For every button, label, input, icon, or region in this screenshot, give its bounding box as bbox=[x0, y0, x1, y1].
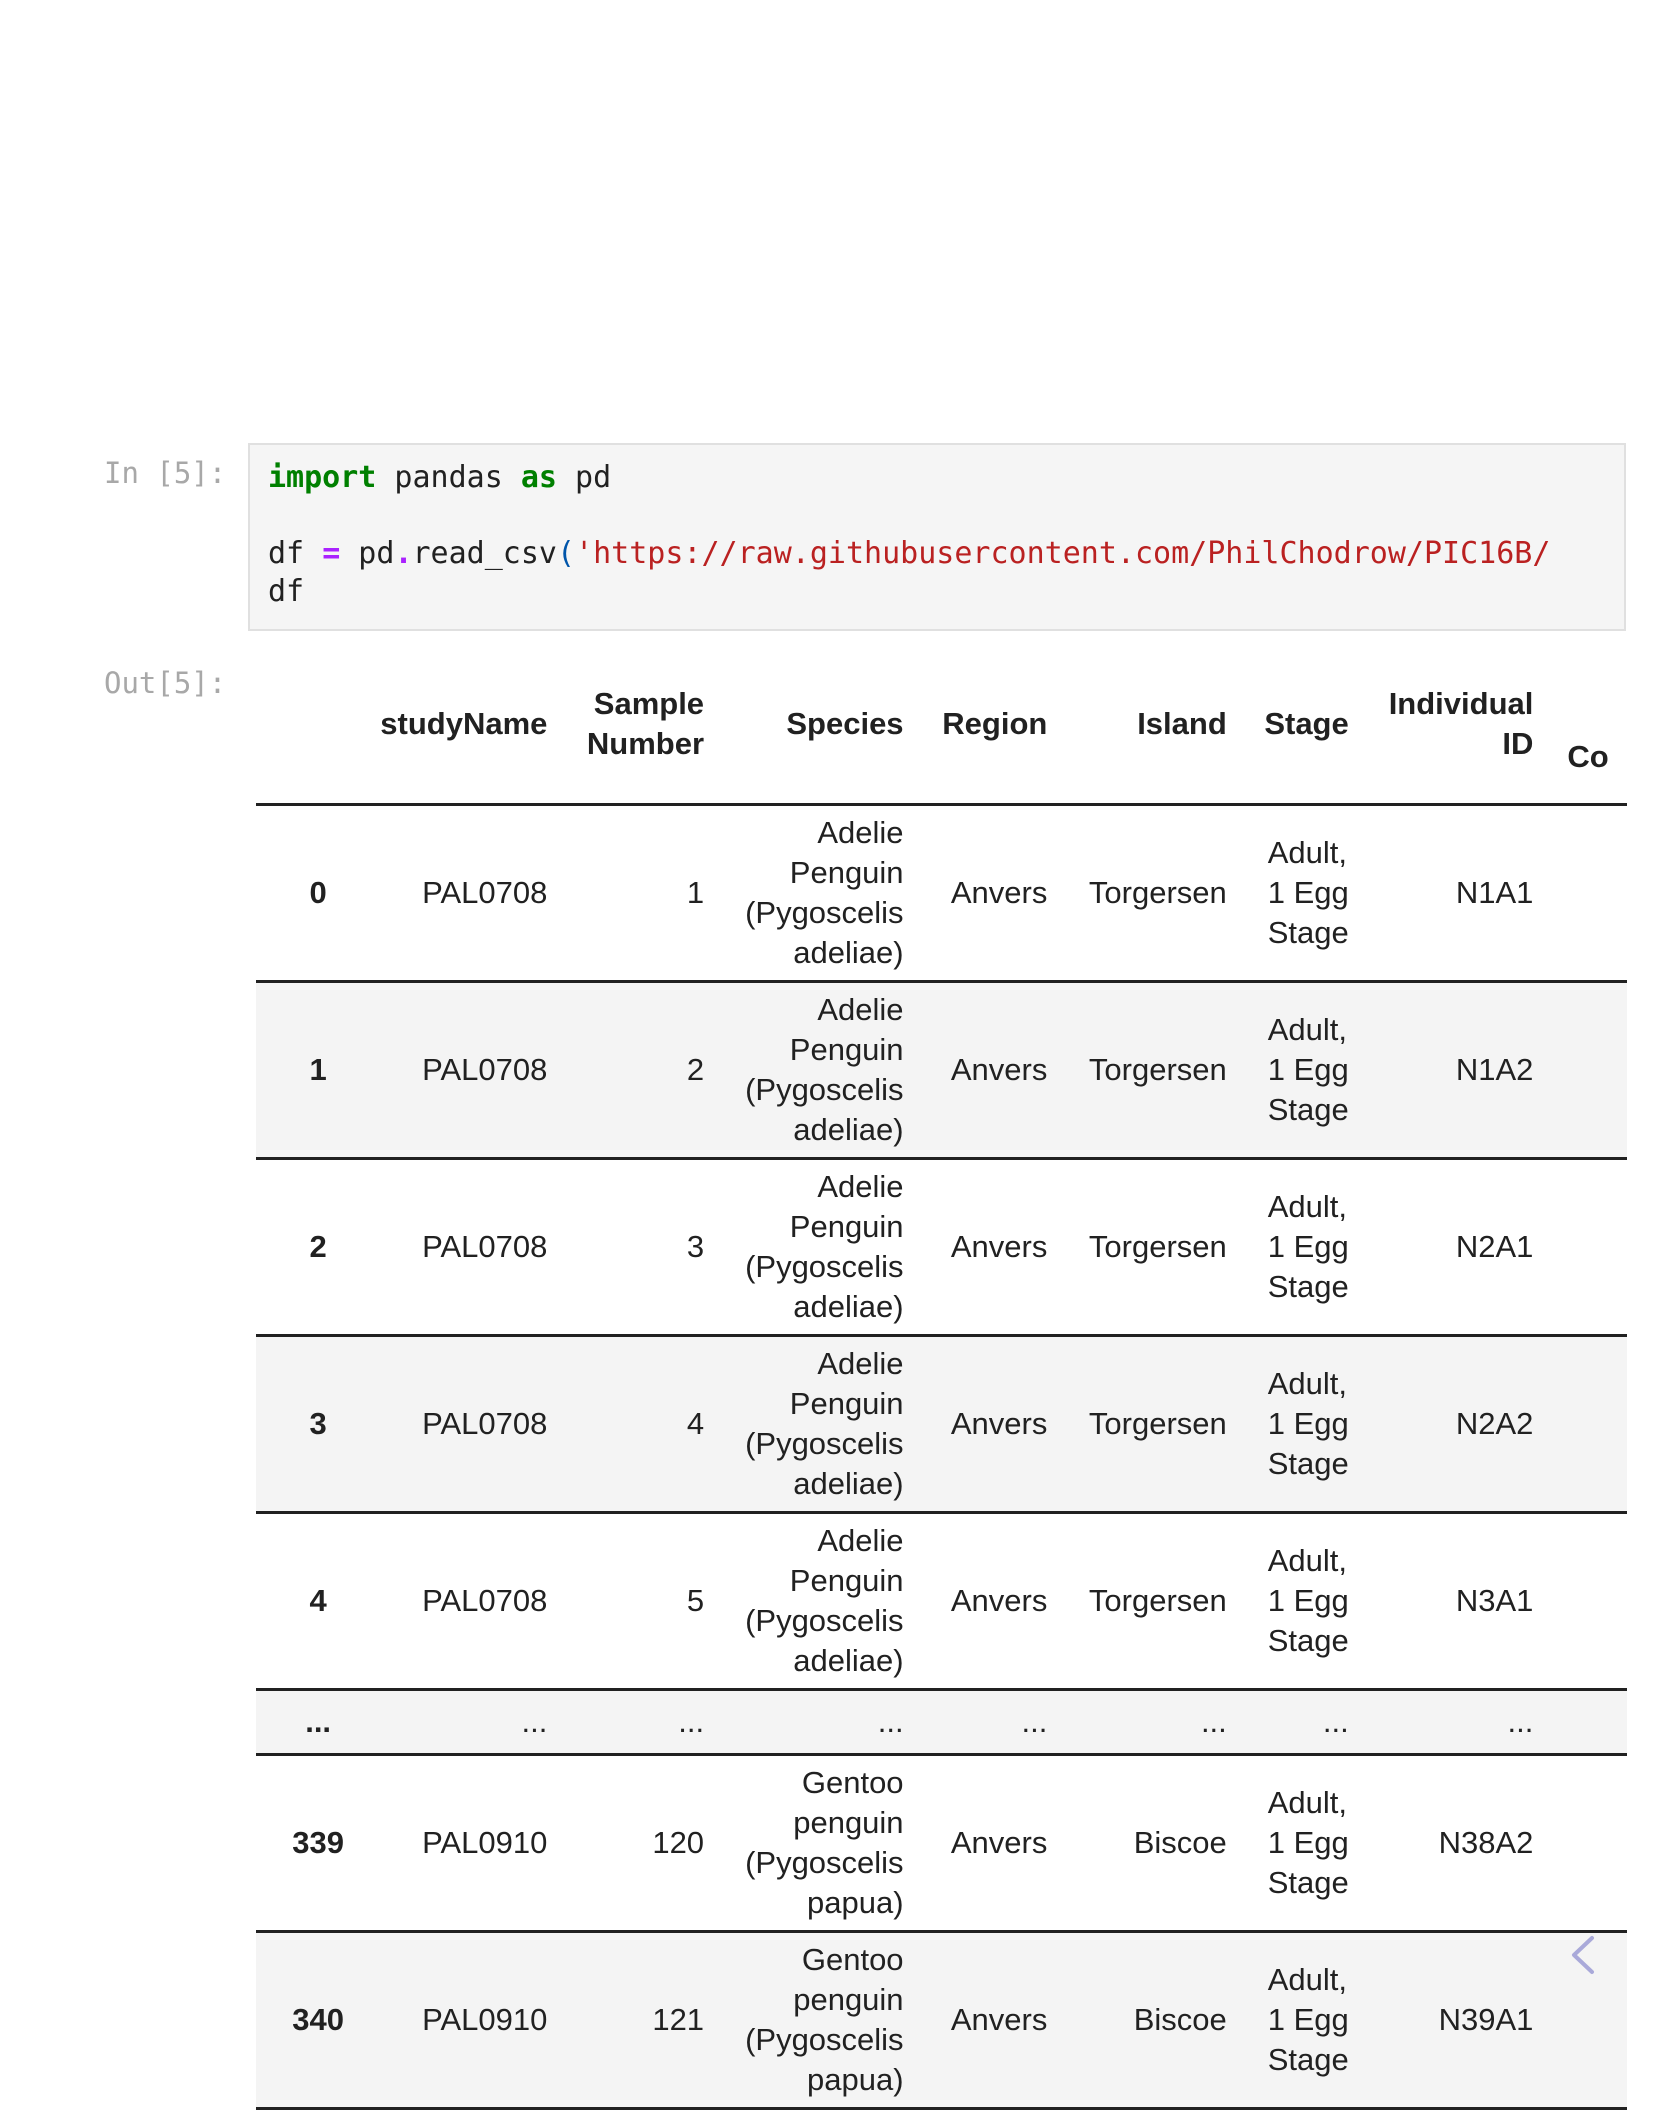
stage-line: Stage bbox=[1267, 1865, 1349, 1900]
stage-line: Stage bbox=[1267, 1269, 1349, 1304]
cell-individual-id: N2A2 bbox=[1349, 1336, 1534, 1513]
dataframe-table bbox=[256, 645, 1627, 2110]
row-index: 1 bbox=[256, 982, 380, 1159]
chevron-left-icon[interactable] bbox=[1568, 1934, 1598, 1976]
cell-individual-id: N2A1 bbox=[1349, 1159, 1534, 1336]
function-name: read_csv bbox=[412, 536, 557, 571]
stage-line: 1 Egg bbox=[1267, 2002, 1349, 2037]
cell-individual-id: N1A2 bbox=[1349, 982, 1534, 1159]
table-row bbox=[256, 1932, 1627, 2109]
row-index: ... bbox=[256, 1690, 380, 1755]
species-line: Adelie bbox=[817, 1523, 904, 1558]
row-index: 2 bbox=[256, 1159, 380, 1336]
cell-studyname: PAL0910 bbox=[380, 1755, 547, 1932]
species-line: Adelie bbox=[817, 992, 904, 1027]
cell-species bbox=[704, 1159, 904, 1336]
row-index: 3 bbox=[256, 1336, 380, 1513]
header-index bbox=[256, 645, 380, 805]
table-row bbox=[256, 805, 1627, 982]
line-3 bbox=[268, 536, 1550, 571]
species-line: adeliae) bbox=[793, 1289, 904, 1324]
line-1 bbox=[268, 460, 611, 495]
cell-species bbox=[704, 805, 904, 982]
stage-text bbox=[1268, 1960, 1349, 2080]
species-line: Adelie bbox=[817, 1169, 904, 1204]
cell-studyname: PAL0708 bbox=[380, 805, 547, 982]
code-text[interactable] bbox=[268, 459, 1550, 611]
cell-stage bbox=[1227, 1159, 1349, 1336]
cell-studyname: PAL0910 bbox=[380, 1932, 547, 2109]
ellipsis-row bbox=[256, 1690, 1627, 1755]
species-line: penguin bbox=[793, 1805, 904, 1840]
header-line: Sample bbox=[593, 686, 705, 721]
call-object: pd bbox=[340, 536, 395, 571]
stage-line: Stage bbox=[1267, 1092, 1349, 1127]
cell-stage bbox=[1227, 1690, 1349, 1755]
stage-line: 1 Egg bbox=[1267, 1825, 1349, 1860]
cell-truncated bbox=[1533, 805, 1627, 982]
cell-region: Anvers bbox=[904, 1159, 1048, 1336]
cell-stage bbox=[1227, 1336, 1349, 1513]
species-line: (Pygoscelis bbox=[745, 1426, 904, 1461]
cell-region: Anvers bbox=[904, 982, 1048, 1159]
cell-region: Anvers bbox=[904, 1932, 1048, 2109]
cell-studyname: PAL0708 bbox=[380, 1159, 547, 1336]
stage-line: Stage bbox=[1267, 1446, 1349, 1481]
species-line: (Pygoscelis bbox=[745, 1845, 904, 1880]
header-line: Individual bbox=[1388, 686, 1534, 721]
alias: pd bbox=[557, 460, 612, 495]
row-index: 339 bbox=[256, 1755, 380, 1932]
header-row bbox=[256, 645, 1627, 805]
species-line: Adelie bbox=[817, 1346, 904, 1381]
header-studyname: studyName bbox=[380, 645, 547, 805]
row-index: 0 bbox=[256, 805, 380, 982]
species-line: Penguin bbox=[789, 1032, 904, 1067]
stage-line: 1 Egg bbox=[1267, 1229, 1349, 1264]
header-region: Region bbox=[904, 645, 1048, 805]
cell-sample-number: ... bbox=[547, 1690, 704, 1755]
species-line: ... bbox=[877, 1704, 904, 1739]
header-island: Island bbox=[1047, 645, 1226, 805]
cell-island: ... bbox=[1047, 1690, 1226, 1755]
cell-stage bbox=[1227, 1932, 1349, 2109]
cell-island: Torgersen bbox=[1047, 1513, 1226, 1690]
stage-text bbox=[1268, 1187, 1349, 1307]
stage-line: Stage bbox=[1267, 1623, 1349, 1658]
cell-stage bbox=[1227, 1513, 1349, 1690]
output-prompt: Out[5]: bbox=[104, 666, 227, 700]
cell-species bbox=[704, 1513, 904, 1690]
cell-sample-number: 3 bbox=[547, 1159, 704, 1336]
dataframe-output[interactable] bbox=[256, 645, 1627, 2097]
cell-region: Anvers bbox=[904, 805, 1048, 982]
module-name: pandas bbox=[376, 460, 521, 495]
cell-species bbox=[704, 1932, 904, 2109]
cell-sample-number: 2 bbox=[547, 982, 704, 1159]
cell-sample-number: 4 bbox=[547, 1336, 704, 1513]
species-line: (Pygoscelis bbox=[745, 1072, 904, 1107]
stage-line: ... bbox=[1322, 1704, 1349, 1739]
table-row bbox=[256, 1336, 1627, 1513]
cell-island: Biscoe bbox=[1047, 1755, 1226, 1932]
table-row bbox=[256, 982, 1627, 1159]
header-species: Species bbox=[704, 645, 904, 805]
cell-individual-id: N3A1 bbox=[1349, 1513, 1534, 1690]
header-sample-number bbox=[547, 645, 704, 805]
cell-region: Anvers bbox=[904, 1755, 1048, 1932]
species-line: (Pygoscelis bbox=[745, 1603, 904, 1638]
cell-region: ... bbox=[904, 1690, 1048, 1755]
species-line: penguin bbox=[793, 1982, 904, 2017]
operator-assign: = bbox=[322, 536, 341, 571]
header-truncated-column: Co bbox=[1533, 645, 1627, 805]
cell-individual-id: ... bbox=[1349, 1690, 1534, 1755]
cell-studyname: PAL0708 bbox=[380, 1513, 547, 1690]
cell-truncated bbox=[1533, 1336, 1627, 1513]
cell-truncated bbox=[1533, 1690, 1627, 1755]
stage-line: 1 Egg bbox=[1267, 1583, 1349, 1618]
cell-sample-number: 5 bbox=[547, 1513, 704, 1690]
cell-sample-number: 120 bbox=[547, 1755, 704, 1932]
table-row bbox=[256, 1755, 1627, 1932]
header-line: Number bbox=[586, 726, 705, 761]
cell-region: Anvers bbox=[904, 1336, 1048, 1513]
stage-line: Adult, bbox=[1267, 1012, 1347, 1047]
cell-stage bbox=[1227, 1755, 1349, 1932]
row-index: 4 bbox=[256, 1513, 380, 1690]
cell-region: Anvers bbox=[904, 1513, 1048, 1690]
species-line: adeliae) bbox=[793, 1466, 904, 1501]
species-line: Penguin bbox=[789, 1209, 904, 1244]
cell-island: Torgersen bbox=[1047, 805, 1226, 982]
species-line: adeliae) bbox=[793, 1112, 904, 1147]
stage-text bbox=[1268, 833, 1349, 953]
keyword-as: as bbox=[520, 460, 557, 495]
stage-line: Adult, bbox=[1267, 1785, 1347, 1820]
cell-stage bbox=[1227, 982, 1349, 1159]
var-df: df bbox=[268, 536, 323, 571]
species-line: Penguin bbox=[789, 1386, 904, 1421]
line-4: df bbox=[268, 574, 305, 609]
cell-sample-number: 121 bbox=[547, 1932, 704, 2109]
cell-studyname: PAL0708 bbox=[380, 982, 547, 1159]
species-line: Adelie bbox=[817, 815, 904, 850]
species-line: Penguin bbox=[789, 1563, 904, 1598]
species-line: (Pygoscelis bbox=[745, 1249, 904, 1284]
cell-truncated bbox=[1533, 1755, 1627, 1932]
input-prompt: In [5]: bbox=[104, 456, 227, 490]
cell-species bbox=[704, 982, 904, 1159]
cell-stage bbox=[1227, 805, 1349, 982]
cell-truncated bbox=[1533, 1159, 1627, 1336]
stage-line: Adult, bbox=[1267, 1962, 1347, 1997]
cell-studyname: ... bbox=[380, 1690, 547, 1755]
cell-truncated bbox=[1533, 982, 1627, 1159]
operator-dot: . bbox=[394, 536, 413, 571]
cell-studyname: PAL0708 bbox=[380, 1336, 547, 1513]
cell-island: Biscoe bbox=[1047, 1932, 1226, 2109]
species-line: (Pygoscelis bbox=[745, 895, 904, 930]
species-line: adeliae) bbox=[793, 935, 904, 970]
table-row bbox=[256, 1159, 1627, 1336]
species-line: Gentoo bbox=[801, 1765, 904, 1800]
cell-island: Torgersen bbox=[1047, 982, 1226, 1159]
stage-line: Adult, bbox=[1267, 1189, 1347, 1224]
table-row bbox=[256, 1513, 1627, 1690]
stage-line: Stage bbox=[1267, 2042, 1349, 2077]
cell-individual-id: N38A2 bbox=[1349, 1755, 1534, 1932]
stage-line: 1 Egg bbox=[1267, 1406, 1349, 1441]
species-line: papua) bbox=[807, 1885, 904, 1920]
keyword-import: import bbox=[268, 460, 377, 495]
stage-line: Stage bbox=[1267, 915, 1349, 950]
cell-species bbox=[704, 1690, 904, 1755]
stage-text bbox=[1268, 1541, 1349, 1661]
species-line: (Pygoscelis bbox=[745, 2022, 904, 2057]
stage-line: Adult, bbox=[1267, 1543, 1347, 1578]
species-line: Gentoo bbox=[801, 1942, 904, 1977]
stage-line: Adult, bbox=[1267, 1366, 1347, 1401]
cell-individual-id: N39A1 bbox=[1349, 1932, 1534, 2109]
species-line: adeliae) bbox=[793, 1643, 904, 1678]
species-line: papua) bbox=[807, 2062, 904, 2097]
open-paren: ( bbox=[557, 536, 576, 571]
cell-truncated bbox=[1533, 1513, 1627, 1690]
header-stage: Stage bbox=[1227, 645, 1349, 805]
url-string: 'https://raw.githubusercontent.com/PhilChodrow/PIC16B/ bbox=[575, 536, 1551, 571]
stage-text bbox=[1322, 1704, 1349, 1739]
stage-line: 1 Egg bbox=[1267, 1052, 1349, 1087]
stage-line: Adult, bbox=[1267, 835, 1347, 870]
header-line: ID bbox=[1502, 726, 1534, 761]
cell-species bbox=[704, 1336, 904, 1513]
cell-individual-id: N1A1 bbox=[1349, 805, 1534, 982]
stage-line: 1 Egg bbox=[1267, 875, 1349, 910]
cell-sample-number: 1 bbox=[547, 805, 704, 982]
header-individual-id bbox=[1349, 645, 1534, 805]
code-cell-editor[interactable] bbox=[248, 443, 1626, 631]
stage-text bbox=[1268, 1010, 1349, 1130]
cell-species bbox=[704, 1755, 904, 1932]
stage-text bbox=[1268, 1783, 1349, 1903]
stage-text bbox=[1268, 1364, 1349, 1484]
cell-island: Torgersen bbox=[1047, 1159, 1226, 1336]
species-line: Penguin bbox=[789, 855, 904, 890]
row-index: 340 bbox=[256, 1932, 380, 2109]
cell-island: Torgersen bbox=[1047, 1336, 1226, 1513]
